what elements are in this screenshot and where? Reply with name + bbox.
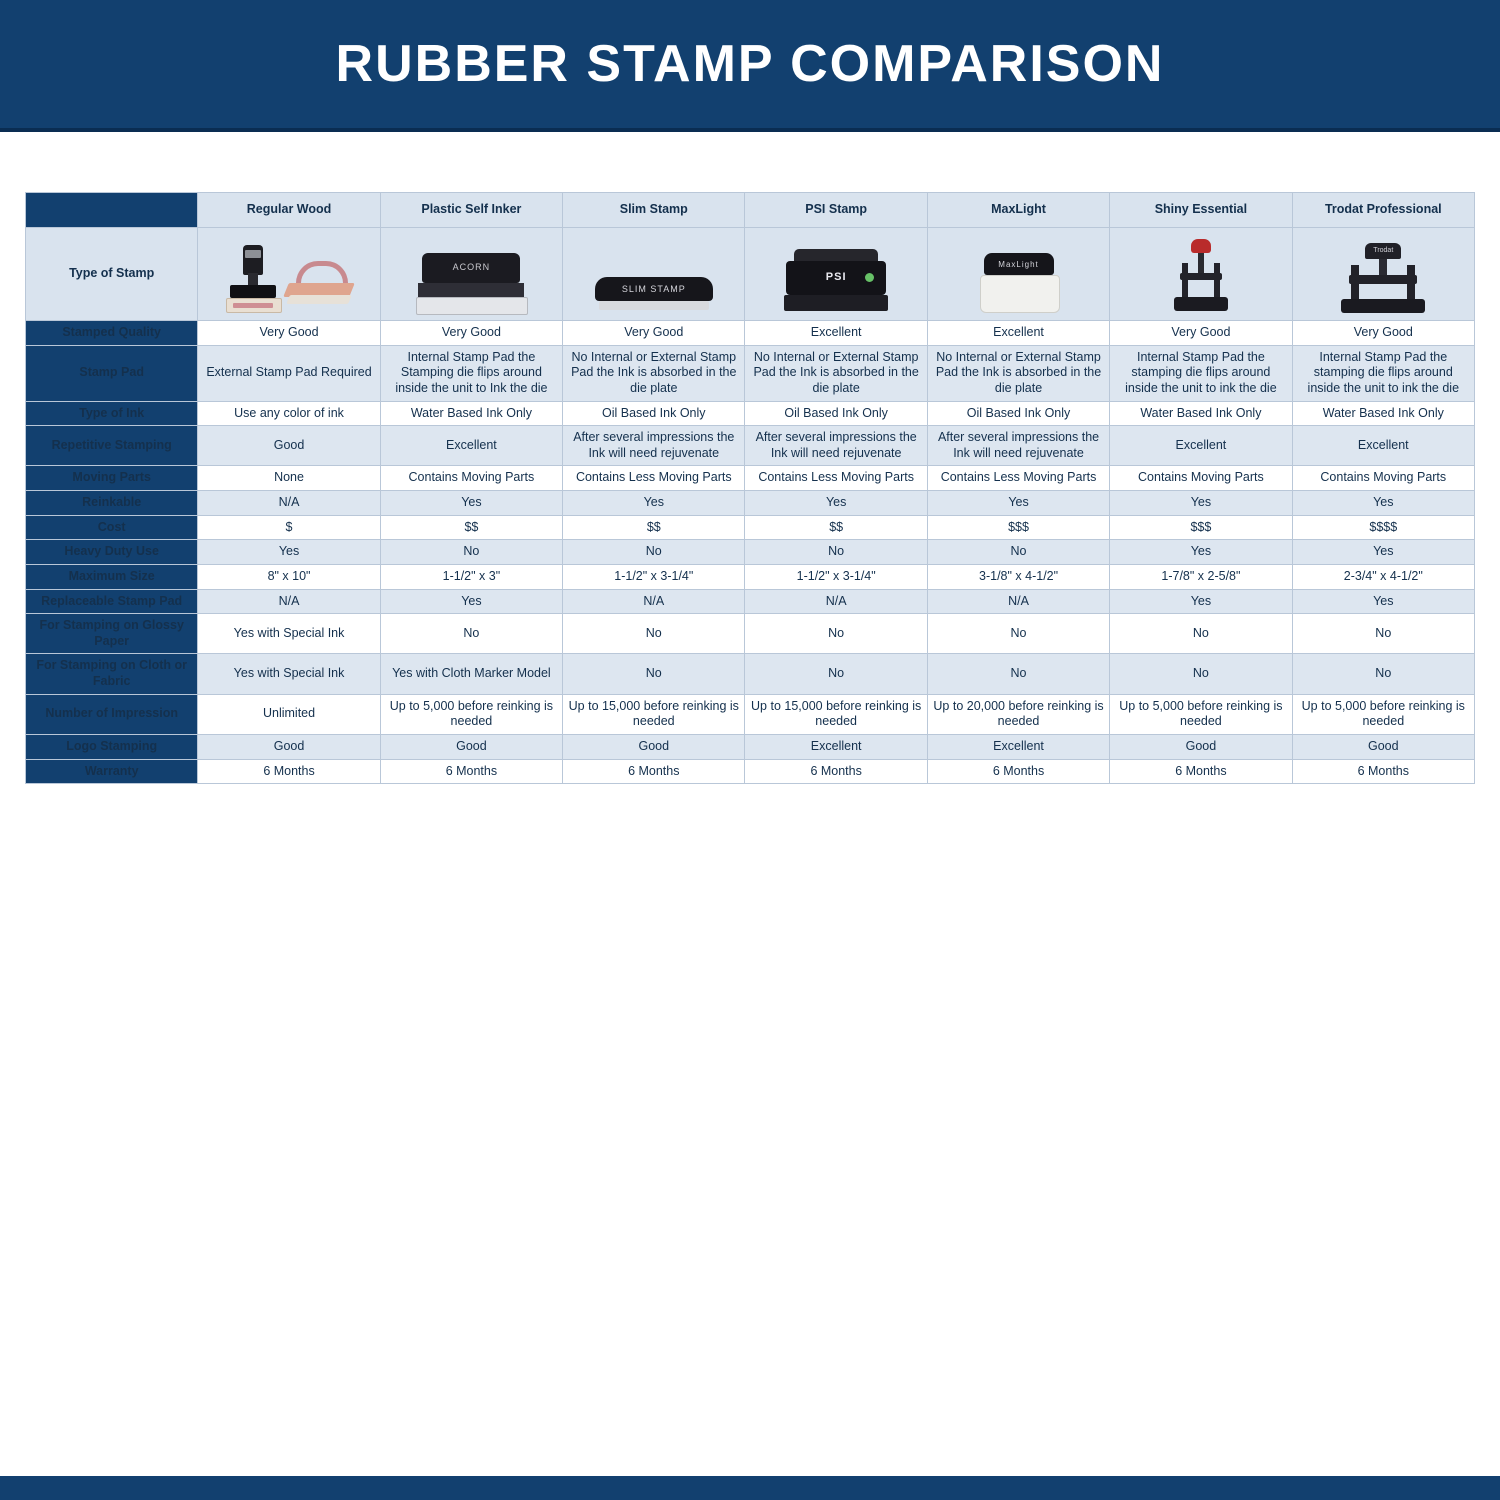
row-label-glossy-paper: For Stamping on Glossy Paper [26, 614, 198, 654]
cell-replaceable-stamp-pad-slim-stamp: N/A [563, 589, 745, 614]
cell-maximum-size-regular-wood: 8" x 10" [198, 564, 380, 589]
cell-stamp-pad-maxlight: No Internal or External Stamp Pad the Ink is absorbed in the die plate [927, 345, 1109, 401]
row-label-stamped-quality: Stamped Quality [26, 321, 198, 346]
cell-reinkable-trodat-professional: Yes [1292, 491, 1474, 516]
cell-logo-stamping-plastic-self-inker: Good [380, 734, 562, 759]
cell-reinkable-shiny-essential: Yes [1110, 491, 1292, 516]
cell-heavy-duty-use-psi-stamp: No [745, 540, 927, 565]
stamp-image-cell-slim-stamp [563, 228, 745, 321]
cell-heavy-duty-use-regular-wood: Yes [198, 540, 380, 565]
stamp-image-row [26, 228, 1475, 321]
cell-cost-shiny-essential: $$$ [1110, 515, 1292, 540]
cell-glossy-paper-trodat-professional: No [1292, 614, 1474, 654]
table-row [26, 564, 1475, 589]
trodat-professional-stamp-icon [1337, 243, 1429, 315]
cell-stamped-quality-regular-wood: Very Good [198, 321, 380, 346]
cell-moving-parts-plastic-self-inker: Contains Moving Parts [380, 466, 562, 491]
stamp-image-cell-maxlight [927, 228, 1109, 321]
cell-type-of-ink-shiny-essential: Water Based Ink Only [1110, 401, 1292, 426]
cell-type-of-ink-maxlight: Oil Based Ink Only [927, 401, 1109, 426]
self-inker-brand-text: ACORN [452, 262, 491, 272]
cell-cloth-or-fabric-trodat-professional: No [1292, 654, 1474, 694]
cell-cost-plastic-self-inker: $$ [380, 515, 562, 540]
cell-moving-parts-maxlight: Contains Less Moving Parts [927, 466, 1109, 491]
cell-number-of-impression-plastic-self-inker: Up to 5,000 before reinking is needed [380, 694, 562, 734]
wood-stamp-icon [226, 243, 280, 315]
cell-warranty-plastic-self-inker: 6 Months [380, 759, 562, 784]
cell-replaceable-stamp-pad-psi-stamp: N/A [745, 589, 927, 614]
cell-warranty-maxlight: 6 Months [927, 759, 1109, 784]
cell-cost-psi-stamp: $$ [745, 515, 927, 540]
cell-stamped-quality-plastic-self-inker: Very Good [380, 321, 562, 346]
cell-stamped-quality-trodat-professional: Very Good [1292, 321, 1474, 346]
cell-cloth-or-fabric-maxlight: No [927, 654, 1109, 694]
cell-glossy-paper-shiny-essential: No [1110, 614, 1292, 654]
cell-stamped-quality-slim-stamp: Very Good [563, 321, 745, 346]
comparison-table-wrapper [0, 132, 1500, 784]
cell-glossy-paper-maxlight: No [927, 614, 1109, 654]
cell-stamp-pad-slim-stamp: No Internal or External Stamp Pad the Ink is absorbed in the die plate [563, 345, 745, 401]
column-header-slim-stamp: Slim Stamp [563, 193, 745, 228]
row-label-logo-stamping: Logo Stamping [26, 734, 198, 759]
cell-logo-stamping-trodat-professional: Good [1292, 734, 1474, 759]
slim-stamp-icon [595, 271, 713, 315]
cell-warranty-regular-wood: 6 Months [198, 759, 380, 784]
cell-replaceable-stamp-pad-regular-wood: N/A [198, 589, 380, 614]
cell-maximum-size-plastic-self-inker: 1-1/2" x 3" [380, 564, 562, 589]
row-label-stamp-pad: Stamp Pad [26, 345, 198, 401]
footer-bar [0, 1476, 1500, 1500]
page-banner [0, 0, 1500, 132]
cell-cost-slim-stamp: $$ [563, 515, 745, 540]
table-row [26, 515, 1475, 540]
row-label-cost: Cost [26, 515, 198, 540]
cell-cloth-or-fabric-psi-stamp: No [745, 654, 927, 694]
cell-stamped-quality-shiny-essential: Very Good [1110, 321, 1292, 346]
cell-glossy-paper-psi-stamp: No [745, 614, 927, 654]
table-row [26, 734, 1475, 759]
table-row [26, 614, 1475, 654]
cell-glossy-paper-plastic-self-inker: No [380, 614, 562, 654]
plastic-self-inker-icon [416, 253, 526, 315]
cell-repetitive-stamping-slim-stamp: After several impressions the Ink will need rejuvenate [563, 426, 745, 466]
stamp-image-cell-plastic-self-inker [380, 228, 562, 321]
table-row [26, 466, 1475, 491]
cell-cloth-or-fabric-shiny-essential: No [1110, 654, 1292, 694]
cell-warranty-trodat-professional: 6 Months [1292, 759, 1474, 784]
row-label-type-of-ink: Type of Ink [26, 401, 198, 426]
cell-cloth-or-fabric-slim-stamp: No [563, 654, 745, 694]
cell-stamp-pad-shiny-essential: Internal Stamp Pad the stamping die flips around inside the unit to ink the die [1110, 345, 1292, 401]
cell-stamp-pad-trodat-professional: Internal Stamp Pad the stamping die flips around inside the unit to ink the die [1292, 345, 1474, 401]
table-header-row [26, 193, 1475, 228]
cell-logo-stamping-shiny-essential: Good [1110, 734, 1292, 759]
page-title: RUBBER STAMP COMPARISON [335, 35, 1165, 93]
cell-logo-stamping-psi-stamp: Excellent [745, 734, 927, 759]
cell-reinkable-regular-wood: N/A [198, 491, 380, 516]
column-header-plastic-self-inker: Plastic Self Inker [380, 193, 562, 228]
wood-stamp-handle-icon [286, 255, 352, 315]
row-label-warranty: Warranty [26, 759, 198, 784]
cell-cloth-or-fabric-regular-wood: Yes with Special Ink [198, 654, 380, 694]
column-header-maxlight: MaxLight [927, 193, 1109, 228]
cell-type-of-ink-psi-stamp: Oil Based Ink Only [745, 401, 927, 426]
maxlight-brand-text: MaxLight [998, 260, 1039, 269]
cell-moving-parts-psi-stamp: Contains Less Moving Parts [745, 466, 927, 491]
cell-type-of-ink-regular-wood: Use any color of ink [198, 401, 380, 426]
cell-moving-parts-slim-stamp: Contains Less Moving Parts [563, 466, 745, 491]
cell-replaceable-stamp-pad-maxlight: N/A [927, 589, 1109, 614]
cell-stamped-quality-psi-stamp: Excellent [745, 321, 927, 346]
table-row [26, 654, 1475, 694]
slim-stamp-brand-text: SLIM STAMP [621, 284, 686, 294]
cell-type-of-ink-plastic-self-inker: Water Based Ink Only [380, 401, 562, 426]
cell-number-of-impression-psi-stamp: Up to 15,000 before reinking is needed [745, 694, 927, 734]
cell-repetitive-stamping-plastic-self-inker: Excellent [380, 426, 562, 466]
cell-reinkable-maxlight: Yes [927, 491, 1109, 516]
table-corner-cell [26, 193, 198, 228]
trodat-brand-text: Trodat [1373, 247, 1394, 254]
cell-repetitive-stamping-psi-stamp: After several impressions the Ink will need rejuvenate [745, 426, 927, 466]
row-label-heavy-duty-use: Heavy Duty Use [26, 540, 198, 565]
cell-stamp-pad-psi-stamp: No Internal or External Stamp Pad the Ink is absorbed in the die plate [745, 345, 927, 401]
cell-number-of-impression-trodat-professional: Up to 5,000 before reinking is needed [1292, 694, 1474, 734]
table-row [26, 694, 1475, 734]
cell-heavy-duty-use-trodat-professional: Yes [1292, 540, 1474, 565]
cell-maximum-size-slim-stamp: 1-1/2" x 3-1/4" [563, 564, 745, 589]
stamp-image-cell-psi-stamp [745, 228, 927, 321]
table-row [26, 426, 1475, 466]
row-label-maximum-size: Maximum Size [26, 564, 198, 589]
cell-cost-regular-wood: $ [198, 515, 380, 540]
cell-repetitive-stamping-shiny-essential: Excellent [1110, 426, 1292, 466]
cell-moving-parts-regular-wood: None [198, 466, 380, 491]
cell-heavy-duty-use-shiny-essential: Yes [1110, 540, 1292, 565]
column-header-psi-stamp: PSI Stamp [745, 193, 927, 228]
stamp-image-cell-trodat-professional [1292, 228, 1474, 321]
row-label-reinkable: Reinkable [26, 491, 198, 516]
cell-maximum-size-trodat-professional: 2-3/4" x 4-1/2" [1292, 564, 1474, 589]
psi-stamp-icon [784, 249, 888, 315]
cell-reinkable-slim-stamp: Yes [563, 491, 745, 516]
cell-glossy-paper-regular-wood: Yes with Special Ink [198, 614, 380, 654]
row-label-replaceable-stamp-pad: Replaceable Stamp Pad [26, 589, 198, 614]
column-header-trodat-professional: Trodat Professional [1292, 193, 1474, 228]
row-label-number-of-impression: Number of Impression [26, 694, 198, 734]
cell-number-of-impression-slim-stamp: Up to 15,000 before reinking is needed [563, 694, 745, 734]
stamp-comparison-table [25, 192, 1475, 784]
cell-glossy-paper-slim-stamp: No [563, 614, 745, 654]
cell-logo-stamping-maxlight: Excellent [927, 734, 1109, 759]
cell-warranty-psi-stamp: 6 Months [745, 759, 927, 784]
table-row [26, 401, 1475, 426]
row-label-repetitive-stamping: Repetitive Stamping [26, 426, 198, 466]
cell-logo-stamping-regular-wood: Good [198, 734, 380, 759]
cell-heavy-duty-use-maxlight: No [927, 540, 1109, 565]
cell-type-of-ink-trodat-professional: Water Based Ink Only [1292, 401, 1474, 426]
table-row [26, 491, 1475, 516]
cell-number-of-impression-regular-wood: Unlimited [198, 694, 380, 734]
cell-stamped-quality-maxlight: Excellent [927, 321, 1109, 346]
row-label-type-of-stamp: Type of Stamp [26, 228, 198, 321]
shiny-essential-stamp-icon [1172, 239, 1230, 315]
cell-cloth-or-fabric-plastic-self-inker: Yes with Cloth Marker Model [380, 654, 562, 694]
cell-moving-parts-trodat-professional: Contains Moving Parts [1292, 466, 1474, 491]
cell-reinkable-psi-stamp: Yes [745, 491, 927, 516]
cell-repetitive-stamping-maxlight: After several impressions the Ink will need rejuvenate [927, 426, 1109, 466]
table-row [26, 540, 1475, 565]
cell-cost-trodat-professional: $$$$ [1292, 515, 1474, 540]
cell-number-of-impression-shiny-essential: Up to 5,000 before reinking is needed [1110, 694, 1292, 734]
stamp-image-cell-shiny-essential [1110, 228, 1292, 321]
column-header-regular-wood: Regular Wood [198, 193, 380, 228]
table-row [26, 759, 1475, 784]
cell-replaceable-stamp-pad-shiny-essential: Yes [1110, 589, 1292, 614]
cell-maximum-size-maxlight: 3-1/8" x 4-1/2" [927, 564, 1109, 589]
cell-repetitive-stamping-regular-wood: Good [198, 426, 380, 466]
cell-cost-maxlight: $$$ [927, 515, 1109, 540]
cell-maximum-size-psi-stamp: 1-1/2" x 3-1/4" [745, 564, 927, 589]
cell-stamp-pad-plastic-self-inker: Internal Stamp Pad the Stamping die flips around inside the unit to Ink the die [380, 345, 562, 401]
column-header-shiny-essential: Shiny Essential [1110, 193, 1292, 228]
cell-maximum-size-shiny-essential: 1-7/8" x 2-5/8" [1110, 564, 1292, 589]
maxlight-stamp-icon [980, 253, 1058, 315]
table-row [26, 345, 1475, 401]
table-row [26, 321, 1475, 346]
cell-replaceable-stamp-pad-trodat-professional: Yes [1292, 589, 1474, 614]
cell-heavy-duty-use-plastic-self-inker: No [380, 540, 562, 565]
cell-warranty-slim-stamp: 6 Months [563, 759, 745, 784]
cell-number-of-impression-maxlight: Up to 20,000 before reinking is needed [927, 694, 1109, 734]
cell-stamp-pad-regular-wood: External Stamp Pad Required [198, 345, 380, 401]
cell-replaceable-stamp-pad-plastic-self-inker: Yes [380, 589, 562, 614]
table-row [26, 589, 1475, 614]
cell-logo-stamping-slim-stamp: Good [563, 734, 745, 759]
row-label-cloth-or-fabric: For Stamping on Cloth or Fabric [26, 654, 198, 694]
cell-heavy-duty-use-slim-stamp: No [563, 540, 745, 565]
cell-type-of-ink-slim-stamp: Oil Based Ink Only [563, 401, 745, 426]
row-label-moving-parts: Moving Parts [26, 466, 198, 491]
cell-warranty-shiny-essential: 6 Months [1110, 759, 1292, 784]
stamp-image-cell-regular-wood [198, 228, 380, 321]
cell-reinkable-plastic-self-inker: Yes [380, 491, 562, 516]
psi-stamp-brand-text: PSI [825, 271, 847, 283]
cell-moving-parts-shiny-essential: Contains Moving Parts [1110, 466, 1292, 491]
cell-repetitive-stamping-trodat-professional: Excellent [1292, 426, 1474, 466]
